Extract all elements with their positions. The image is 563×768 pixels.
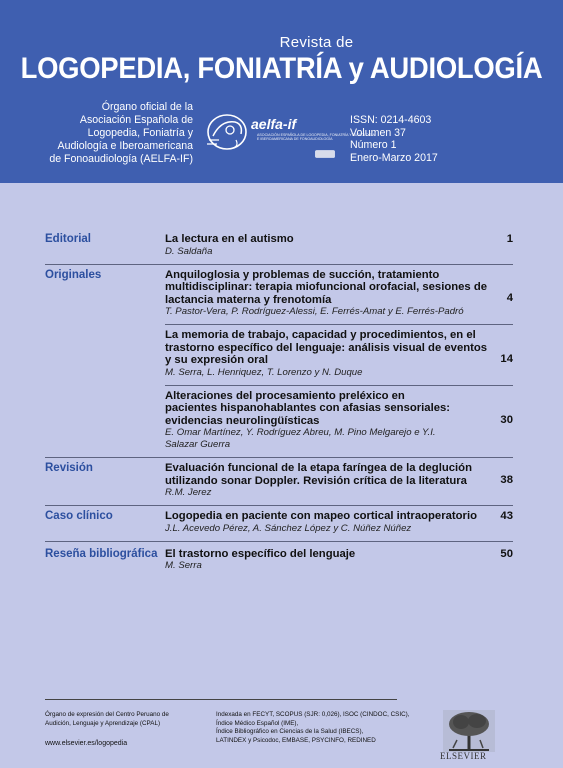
section-label: Revisión — [45, 462, 93, 474]
article-title: Evaluación funcional de la etapa faríngea de la deglución utilizando sonar Doppler. Revisión crítica de la literatura — [165, 462, 472, 487]
volume: Volumen 37 — [350, 126, 406, 139]
small-badge-icon — [315, 150, 335, 158]
article-entry[interactable] — [165, 542, 513, 579]
index-line: Índice Médico Español (IME), — [216, 719, 299, 727]
article-entry[interactable] — [165, 458, 513, 505]
section-editorial — [45, 225, 513, 264]
article-title: Logopedia en paciente con mapeo cortical intraoperatorio — [165, 510, 477, 522]
website-link[interactable]: www.elsevier.es/logopedia — [45, 740, 128, 747]
issue-number: Número 1 — [350, 139, 397, 151]
section-label: Caso clínico — [45, 510, 113, 522]
organ-line: Audiología e Iberoamericana — [57, 140, 193, 152]
article-entry[interactable] — [165, 265, 513, 325]
article-authors: R.M. Jerez — [165, 487, 212, 498]
organ-line: Órgano oficial de la — [101, 101, 193, 113]
article-authors: J.L. Acevedo Pérez, A. Sánchez López y C. Núñez Núñez — [165, 522, 412, 534]
section-originales — [45, 264, 513, 458]
article-page: 1 — [506, 233, 513, 245]
footer-divider — [45, 699, 397, 700]
article-authors: T. Pastor-Vera, P. Rodríguez-Alessi, E. Ferrés-Amat y E. Ferrés-Padró — [165, 306, 464, 317]
logo-sub-line: ASOCIACIÓN ESPAÑOLA DE LOGOPEDIA, FONIATRÍA Y AUDIOLOGÍA — [257, 133, 375, 137]
article-title: Alteraciones del procesamiento preléxico en pacientes hispanohablantes con afasias sensoriales: evidencias neurolingüísticas — [165, 389, 451, 427]
section-label: Reseña bibliográfica — [45, 547, 158, 560]
organ-line: Logopedia, Foniatría y — [87, 127, 193, 139]
article-authors: M. Serra, L. Henriquez, T. Lorenzo y N. Duque — [165, 366, 363, 378]
article-authors: M. Serra — [165, 560, 202, 571]
article-page: 43 — [500, 510, 513, 522]
section-label: Originales — [45, 268, 102, 281]
section-label: Editorial — [45, 233, 92, 245]
aelfa-logo-text: aelfa-if — [251, 116, 297, 132]
section-resena — [45, 541, 513, 579]
organ-line: Asociación Española de — [79, 114, 193, 126]
issue-date: Enero-Marzo 2017 — [350, 151, 438, 164]
article-page: 4 — [506, 291, 513, 304]
article-authors: E. Omar Martínez, Y. Rodríguez Abreu, M. Pino Melgarejo e Y.I. Salazar Guerra — [165, 427, 436, 450]
journal-title: LOGOPEDIA, FONIATRÍA y AUDIOLOGÍA — [20, 52, 543, 85]
article-page: 30 — [500, 413, 513, 426]
section-caso-clinico — [45, 505, 513, 541]
article-entry[interactable] — [165, 233, 513, 258]
article-title: El trastorno específico del lenguaje — [165, 547, 356, 560]
official-organ-note — [49, 101, 193, 166]
footer-organ-line: Audición, Lenguaje y Aprendizaje (CPAL) — [45, 719, 161, 727]
article-page: 14 — [500, 353, 513, 365]
footer-organ-note — [45, 711, 169, 728]
index-line: Indexada en FECYT, SCOPUS (SJR: 0,026), ISOC (CINDOC, CSIC), — [216, 711, 410, 718]
organ-line: de Fonoaudiología (AELFA-IF) — [49, 153, 193, 165]
article-title: La lectura en el autismo — [165, 233, 294, 245]
article-entry[interactable] — [165, 324, 513, 385]
article-title: Anquiloglosia y problemas de succión, tratamiento multidisciplinar: terapia miofuncional orofacial, sesiones de lactancia materna y frenotomía — [165, 268, 488, 306]
logo-sub-line: E IBEROAMERICANA DE FONOAUDIOLOGÍA — [257, 137, 333, 142]
issue-info — [350, 114, 438, 164]
footer-organ-line: Órgano de expresión del Centro Peruano de — [45, 711, 169, 718]
article-title: La memoria de trabajo, capacidad y procedimientos, en el trastorno específico del lenguaje: análisis visual de eventos y su expresión oral — [165, 329, 488, 366]
issn: ISSN: 0214-4603 — [350, 114, 432, 126]
journal-header — [0, 0, 563, 183]
index-line: Índice Bibliográfico en Ciencias de la Salud (IBECS), — [216, 728, 364, 735]
aelfa-emblem-icon — [203, 110, 251, 154]
article-page: 38 — [500, 474, 513, 486]
article-page: 50 — [500, 547, 513, 560]
index-line: LATINDEX y Psicodoc, EMBASE, PSYCINFO, REDINED — [216, 736, 376, 744]
article-entry[interactable] — [165, 506, 513, 541]
article-entry[interactable] — [165, 385, 513, 458]
table-of-contents — [45, 225, 513, 578]
elsevier-tree-icon — [443, 710, 495, 752]
indexing-note — [216, 711, 410, 745]
publisher-name: ELSEVIER — [440, 751, 487, 761]
journal-prefix: Revista de — [279, 34, 354, 51]
section-revision — [45, 457, 513, 505]
article-authors: D. Saldaña — [165, 245, 213, 257]
